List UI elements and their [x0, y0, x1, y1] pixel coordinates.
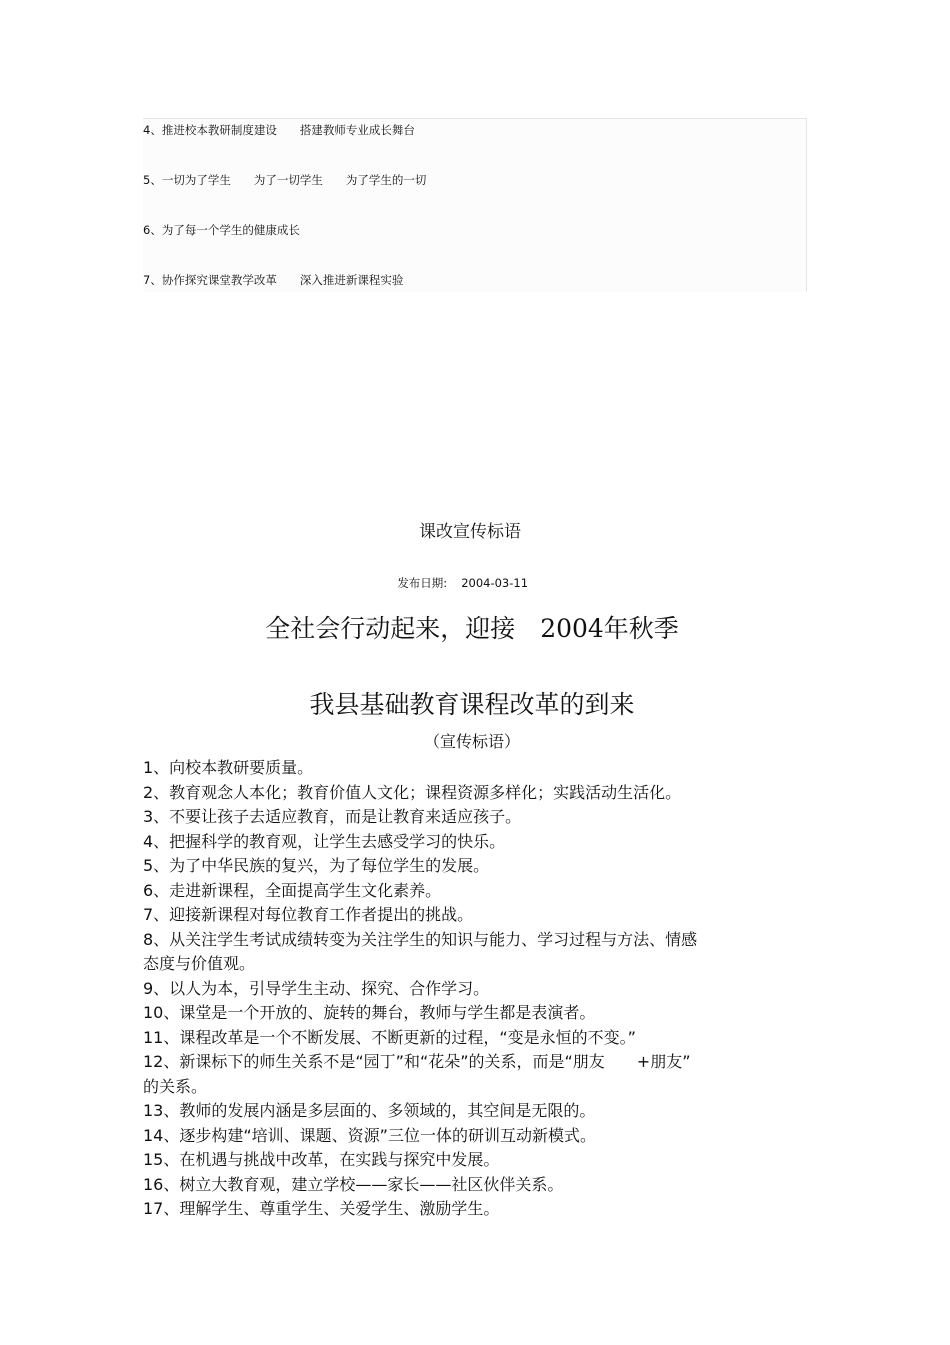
slogan-item: 10、课堂是一个开放的、旋转的舞台，教师与学生都是表演者。	[143, 1003, 596, 1022]
headline-line-1: 全社会行动起来，迎接 2004年秋季	[265, 614, 679, 643]
slogan-item: 7、迎接新课程对每位教育工作者提出的挑战。	[143, 905, 474, 924]
slogan-item: 1、向校本教研要质量。	[143, 758, 314, 777]
slogan-item: 3、不要让孩子去适应教育，而是让教育来适应孩子。	[143, 807, 522, 826]
slogan-item: 17、理解学生、尊重学生、关爱学生、激励学生。	[143, 1199, 500, 1218]
slogan-item: 13、教师的发展内涵是多层面的、多领域的，其空间是无限的。	[143, 1101, 596, 1120]
table-row: 5、一切为了学生 为了一切学生 为了学生的一切	[143, 173, 427, 187]
table-row: 7、协作探究课堂教学改革 深入推进新课程实验	[143, 273, 404, 287]
previous-slogans-table	[143, 118, 807, 292]
table-row: 6、为了每一个学生的健康成长	[143, 223, 300, 237]
slogan-item: 14、逐步构建“培训、课题、资源”三位一体的研训互动新模式。	[143, 1125, 596, 1145]
table-row: 4、推进校本教研制度建设 搭建教师专业成长舞台	[143, 123, 415, 137]
headline-line-2: 我县基础教育课程改革的到来	[309, 690, 635, 719]
subtitle: （宣传标语）	[423, 732, 520, 751]
slogan-item: 2、教育观念人本化；教育价值人文化；课程资源多样化；实践活动生活化。	[143, 782, 682, 802]
publish-date	[390, 562, 528, 590]
slogan-item: 8、从关注学生考试成绩转变为关注学生的知识与能力、学习过程与方法、情感 态度与价值观。	[143, 929, 698, 973]
publish-date-label: 发布日期:	[397, 576, 448, 590]
slogan-item: 6、走进新课程，全面提高学生文化素养。	[143, 880, 442, 900]
slogan-item: 11、课程改革是一个不断发展、不断更新的过程，“变是永恒的不变。”	[143, 1027, 636, 1047]
publish-date-value: 2004-03-11	[461, 576, 529, 590]
slogan-item: 15、在机遇与挑战中改革，在实践与探究中发展。	[143, 1150, 500, 1169]
slogan-item: 4、把握科学的教育观，让学生去感受学习的快乐。	[143, 831, 506, 851]
slogan-item: 16、树立大教育观，建立学校——家长——社区伙伴关系。	[143, 1174, 564, 1194]
slogan-item: 12、新课标下的师生关系不是“园丁”和“花朵”的关系，而是“朋友 +朋友” 的关系。	[143, 1052, 691, 1096]
slogan-item: 5、为了中华民族的复兴，为了每位学生的发展。	[143, 856, 490, 875]
slogan-item: 9、以人为本，引导学生主动、探究、合作学习。	[143, 978, 490, 998]
slogan-list	[143, 756, 803, 1222]
article-title: 课改宣传标语	[419, 522, 521, 542]
